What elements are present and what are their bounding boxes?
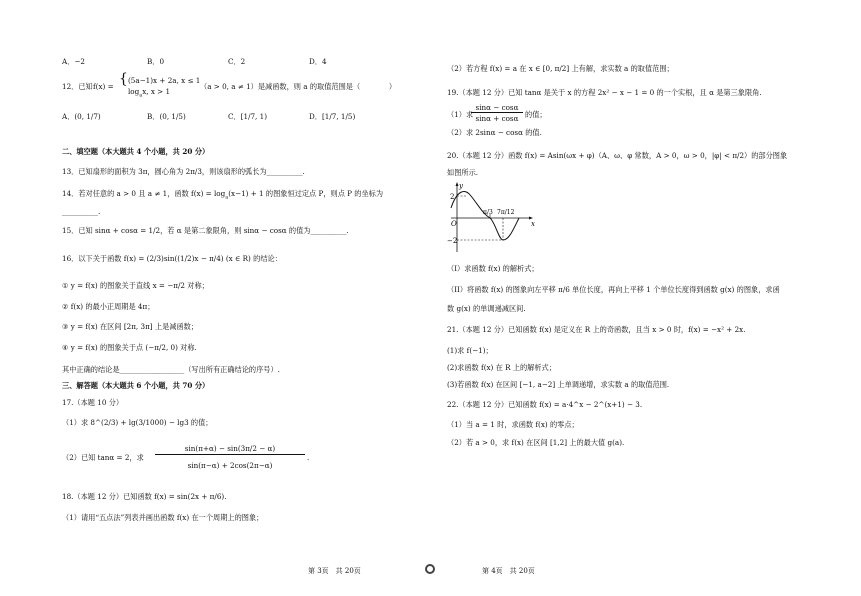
q21-part2: (2)求函数 f(x) 在 R 上的解析式；	[447, 363, 556, 372]
q12-label: 12．已知	[62, 82, 93, 91]
q19-part1-label: （1）求	[447, 110, 474, 119]
q21-part3: (3)若函数 f(x) 在区间 [−1, a−2] 上单调递增，求实数 a 的取值范围.	[447, 380, 670, 389]
q16-statement-1: ① y = f(x) 的图象关于直线 x = −π/2 对称；	[62, 281, 209, 290]
q19-denominator: sinα + cosα	[475, 114, 519, 123]
q12-case1: (5a−1)x + 2a, x ≤ 1	[128, 76, 201, 85]
q12-option-a: A．(0, 1/7)	[62, 112, 101, 121]
q19: 19.（本题 12 分）已知 tanα 是关于 x 的方程 2x² − x − 1 = 0 的一个实根，且 α 是第三象限角.	[447, 88, 762, 97]
y-axis-label: y	[459, 182, 463, 190]
x-tick-1-label: π/3	[483, 209, 493, 216]
q19-part1-tail: 的值；	[525, 110, 547, 119]
q21: 21.（本题 12 分）已知函数 f(x) 是定义在 R 上的奇函数，且当 x > 0 时，f(x) = −x² + 2x.	[447, 325, 746, 334]
y-max-label: 2	[450, 193, 455, 201]
q17: 17.（本题 10 分）	[62, 398, 124, 407]
q20: 20.（本题 12 分）函数 f(x) = Asin(ωx + φ)（A、ω、φ 常数，A > 0，ω > 0，|φ| < π/2）的部分图象	[447, 151, 788, 160]
section-solutions-title: 三、解答题（本大题共 6 个小题，共 70 分）	[62, 381, 210, 390]
q20-part2-line2: 数 g(x) 的单调递减区间.	[447, 304, 526, 313]
q18: 18.（本题 12 分）已知函数 f(x) = sin(2x + π/6).	[62, 492, 227, 501]
q17-fraction-bar	[155, 454, 305, 455]
q18-part2: （2）若方程 f(x) = a 在 x ∈ [0, π/2] 上有解，求实数 a 的取值范围；	[447, 64, 674, 73]
q22-part1: （1）当 a = 1 时，求函数 f(x) 的零点；	[447, 420, 579, 429]
q13: 13．已知扇形的面积为 3π，圆心角为 2π/3，则该扇形的弧长为__________.	[62, 167, 305, 176]
q16-answer-line: 其中正确的结论是__________________（写出所有正确结论的序号）.	[62, 365, 280, 374]
q20-graph	[447, 180, 537, 255]
binding-ring-icon	[425, 564, 435, 574]
q17-numerator: sin(π+α) − sin(3π/2 − α)	[184, 444, 276, 453]
q15: 15．已知 sinα + cosα = 1/2，若 α 是第二象限角，则 sinα − cosα 的值为__________.	[62, 226, 349, 235]
q16-statement-4: ④ y = f(x) 的图象关于点 (−π/2, 0) 对称.	[62, 343, 197, 352]
q17-part1: （1）求 8^(2/3) + lg(3/1000) − lg3 的值；	[62, 418, 213, 427]
q20-part2: （II）将函数 f(x) 的图象向左平移 π/6 单位长度，再向上平移 1 个单位长度得到函数 g(x) 的图象，求函	[447, 285, 780, 294]
q14-line1: 14．若对任意的 a > 0 且 a ≠ 1，函数 $f(x) = \log_a(x-1) + 1$ 的图象恒过定点 P，则点 P 的坐标为	[62, 189, 384, 201]
q17-denominator: sin(π−α) + 2cos(2π−α)	[187, 461, 273, 470]
q22-part2: （2）若 a > 0，求 f(x) 在区间 [1,2] 上的最大值 g(a).	[447, 438, 625, 447]
q11-option-c: C．2	[228, 57, 246, 66]
q11-option-b: B．0	[147, 57, 165, 66]
q20-part1: （I）求函数 f(x) 的解析式；	[447, 264, 539, 273]
footer-page-right: 第 4页 共 20页	[482, 567, 535, 575]
q12-f: f(x) =	[93, 82, 114, 91]
origin-label: O	[451, 220, 457, 228]
q11-option-a: A．−2	[62, 57, 85, 66]
q18-part1: （1）请用“五点法”列表并画出函数 f(x) 在一个周期上的图象；	[62, 513, 264, 522]
q16: 16．以下关于函数 f(x) = (2/3)sin((1/2)x − π/4) (x ∈ R) 的结论：	[62, 254, 282, 263]
q21-part1: (1)求 f(−1)；	[447, 346, 493, 355]
q12-option-d: D．[1/7, 1/5)	[309, 112, 356, 121]
y-min-label: −2	[447, 237, 458, 245]
q19-part2: （2）求 2sinα − cosα 的值.	[447, 128, 542, 137]
section-fill-in-title: 二、填空题（本大题共 4 个小题，共 20 分）	[62, 147, 210, 156]
q12-condition: （a > 0, a ≠ 1）是减函数，则 a 的取值范围是（ ）	[200, 82, 397, 91]
q12-option-b: B．(0, 1/5)	[147, 112, 186, 121]
q19-fraction-bar	[471, 112, 523, 113]
q11-option-d: D．4	[309, 57, 327, 66]
q19-numerator: sinα − cosα	[475, 103, 519, 112]
q12-brace: {	[119, 71, 128, 87]
q20-line2: 如图所示.	[447, 168, 479, 177]
x-axis-label: x	[531, 220, 535, 228]
q14-line2: __________.	[62, 207, 101, 216]
q16-statement-3: ③ y = f(x) 在区间 [2π, 3π] 上是减函数；	[62, 322, 199, 331]
footer-page-left: 第 3页 共 20页	[308, 567, 361, 575]
q12-option-c: C．[1/7, 1)	[228, 112, 268, 121]
q17-period: .	[307, 453, 310, 462]
q22: 22.（本题 12 分）已知函数 f(x) = a·4^x − 2^(x+1) − 3.	[447, 400, 643, 409]
q17-part2-label: （2）已知 tanα = 2，求	[62, 453, 144, 462]
q16-statement-2: ② f(x) 的最小正周期是 4π；	[62, 302, 155, 311]
x-tick-2-label: 7π/12	[497, 209, 515, 216]
q12-case2: $\log_ax$, x > 1	[128, 87, 171, 99]
